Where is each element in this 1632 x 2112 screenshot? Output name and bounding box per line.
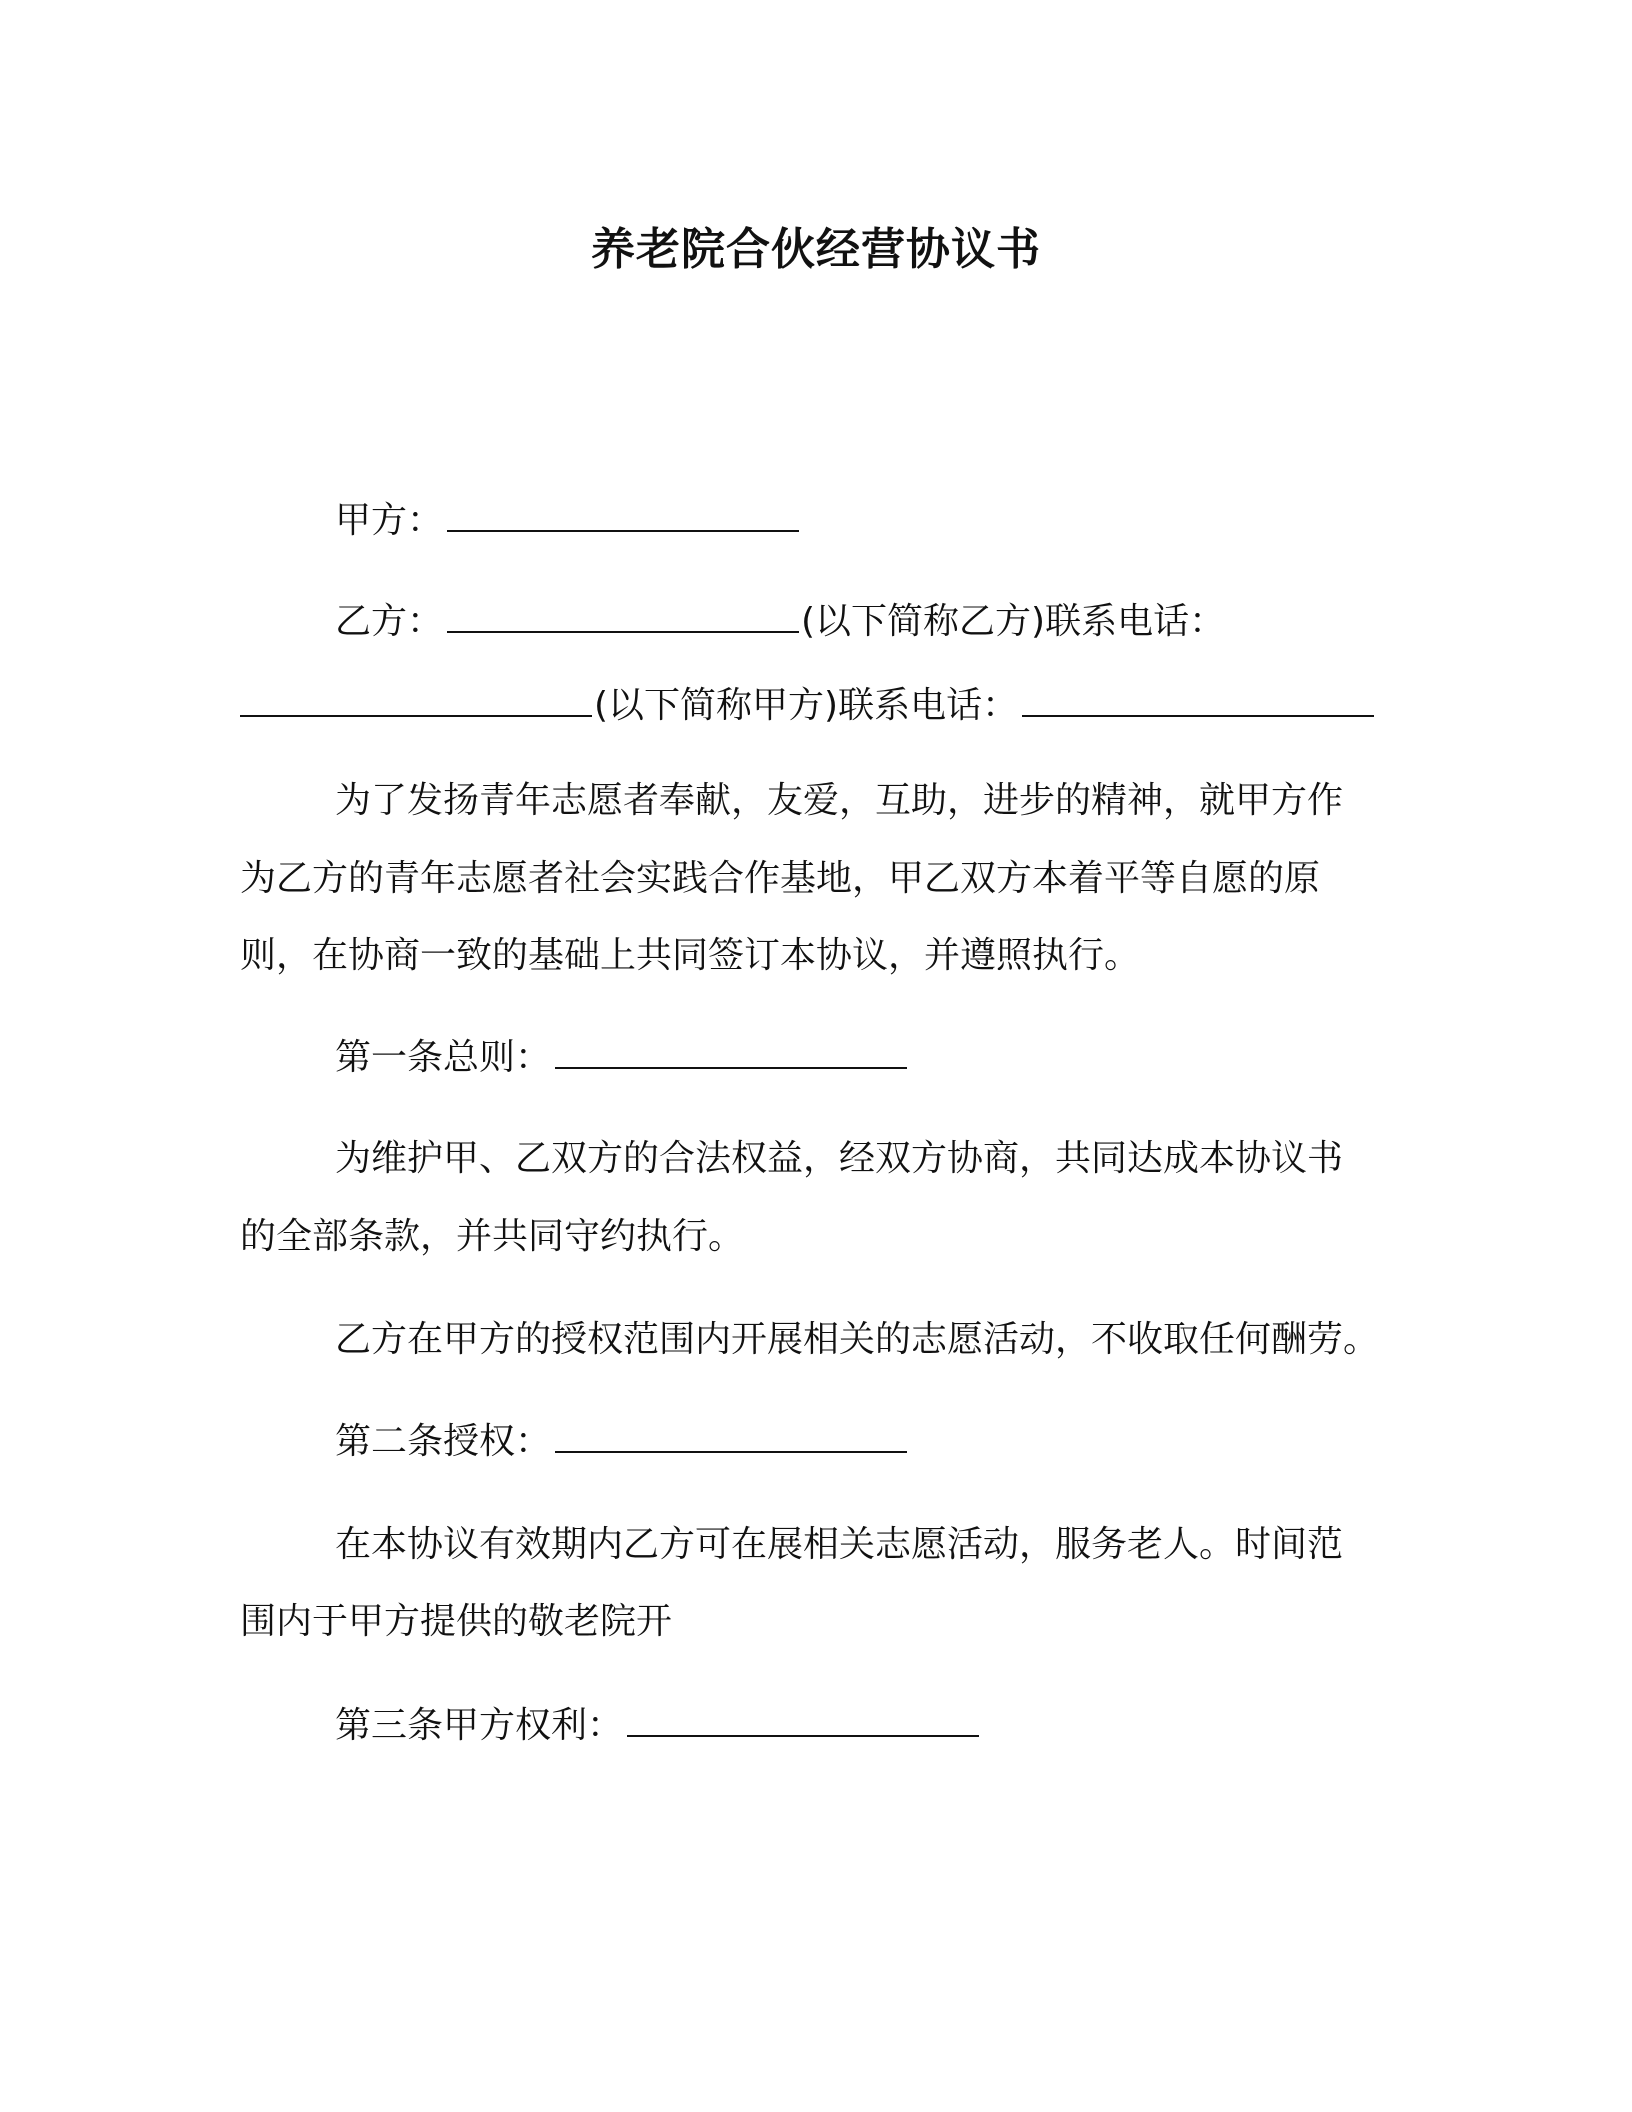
party-b-suffix: (以下简称乙方)联系电话：	[801, 601, 1226, 642]
party-b-blank	[447, 601, 799, 633]
party-a-contact-text: (以下简称甲方)联系电话：	[594, 685, 1019, 726]
party-a-blank	[447, 500, 799, 532]
article3-blank	[627, 1705, 979, 1737]
party-a-label: 甲方：	[335, 500, 444, 541]
party-b-label: 乙方：	[335, 601, 444, 642]
contact-blank-1	[240, 685, 592, 717]
party-a-line	[335, 497, 801, 545]
article3-heading: 第三条甲方权利：	[335, 1705, 624, 1746]
article2-para-line-1: 在本协议有效期内乙方可在展相关志愿活动，服务老人。时间范	[335, 1524, 1344, 1565]
article3-heading-line	[335, 1702, 981, 1750]
article2-heading-line	[335, 1418, 909, 1466]
article2-para-line-2: 围内于甲方提供的敬老院开	[240, 1601, 673, 1642]
party-b-line	[335, 598, 1225, 646]
article2-heading: 第二条授权：	[335, 1421, 552, 1462]
party-a-contact-line	[240, 682, 1376, 730]
contact-blank-2	[1022, 685, 1374, 717]
article1-para1-line-1: 为维护甲、乙双方的合法权益，经双方协商，共同达成本协议书	[335, 1138, 1344, 1179]
article1-heading: 第一条总则：	[335, 1037, 552, 1078]
document-title: 养老院合伙经营协议书	[591, 224, 1041, 275]
intro-line-2: 为乙方的青年志愿者社会实践合作基地，甲乙双方本着平等自愿的原	[240, 858, 1321, 899]
article1-para2: 乙方在甲方的授权范围内开展相关的志愿活动，不收取任何酬劳。	[335, 1319, 1380, 1360]
intro-line-1: 为了发扬青年志愿者奉献，友爱，互助，进步的精神，就甲方作	[335, 780, 1344, 821]
article1-para1-line-2: 的全部条款，并共同守约执行。	[240, 1216, 745, 1257]
article1-heading-line	[335, 1034, 909, 1082]
article2-blank	[555, 1421, 907, 1453]
intro-line-3: 则，在协商一致的基础上共同签订本协议，并遵照执行。	[240, 935, 1141, 976]
article1-blank	[555, 1037, 907, 1069]
